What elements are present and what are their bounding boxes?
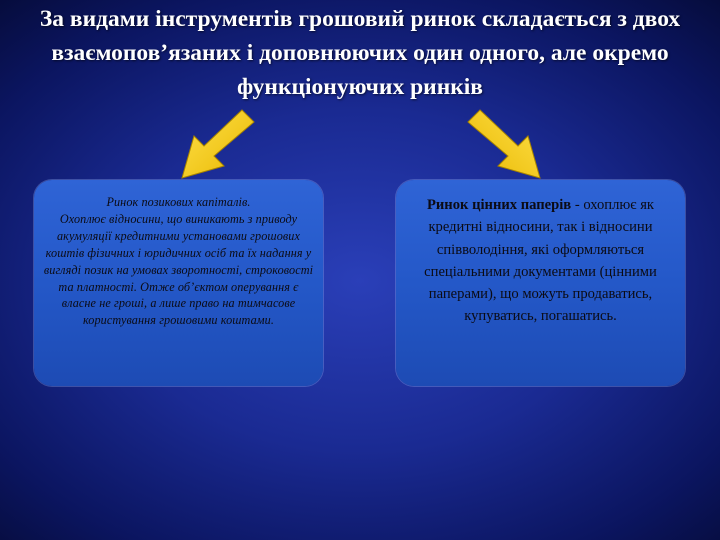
loan-capital-market-description: Охоплює відносини, що виникають з приводу акумуляції кредитними установами грошових коштів фізичних і юридичних осіб та їх надання у вигляді позик на умовах зворотності, строковості та платності. Отже об’єктом оперування є власне не гроші, а лише право на тимчасове користування грошовими коштами. — [43, 211, 314, 328]
loan-capital-market-box — [34, 180, 323, 386]
securities-market-box — [396, 180, 685, 386]
slide-title: За видами інструментів грошовий ринок складається з двох взаємопов’язаних і доповнюючих один одного, але окремо функціонуючих ринків — [39, 6, 681, 100]
arrow-right-icon — [460, 104, 552, 184]
loan-capital-market-title: Ринок позикових капіталів. — [106, 195, 251, 209]
arrow-left-icon — [170, 104, 262, 184]
securities-market-description: - охоплює як кредитні відносини, так і відносини співволодіння, які оформляються спеціальними документами (цінними паперами), що можуть продаватись, купуватись, погашатись. — [424, 197, 657, 325]
securities-market-title: Ринок цінних паперів — [426, 197, 572, 213]
